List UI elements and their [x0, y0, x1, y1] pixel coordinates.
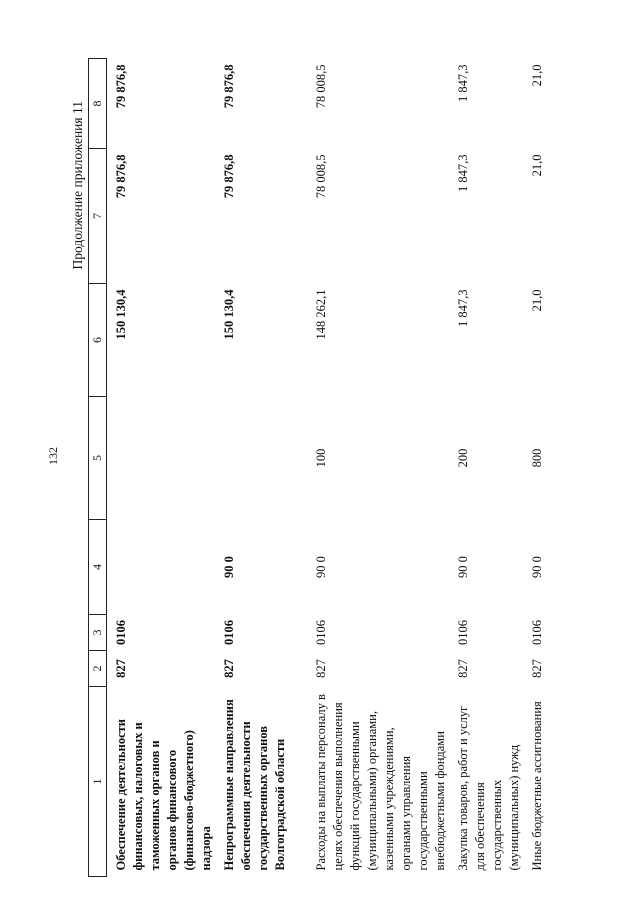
table-row: [307, 59, 449, 877]
row-name: Непрограммные направления обеспечения деятельности государственных органов Волгоградской области: [222, 699, 287, 871]
col-header-7: 7: [89, 149, 107, 284]
col-header-8: 8: [89, 59, 107, 149]
budget-table: [88, 58, 573, 877]
col-header-3: 3: [89, 615, 107, 651]
cell-amount-8: 79 876,8: [114, 64, 128, 109]
col-header-2: 2: [89, 651, 107, 687]
cell-amount-8: 79 876,8: [222, 64, 236, 109]
cell-target-code: 90 0: [314, 556, 328, 578]
cell-admin-code: 827: [314, 659, 328, 678]
cell-expense-type: 100: [314, 448, 328, 468]
cell-admin-code: 827: [222, 659, 236, 678]
cell-section-code: 0106: [530, 620, 544, 645]
cell-amount-6: 150 130,4: [114, 289, 128, 340]
cell-section-code: 0106: [456, 620, 470, 645]
cell-admin-code: 827: [530, 659, 544, 678]
cell-amount-7: 78 008,5: [314, 154, 328, 199]
cell-section-code: 0106: [222, 620, 236, 645]
cell-target-code: 90 0: [456, 556, 470, 578]
header-row: [89, 59, 107, 877]
cell-amount-8: 21,0: [530, 64, 544, 87]
cell-amount-8: 1 847,3: [456, 64, 470, 102]
cell-admin-code: 827: [114, 659, 128, 678]
table-row: [449, 59, 523, 877]
row-name: Обеспечение деятельности финансовых, налоговых и таможенных органов и органов финансового (финансово-бюджетного) надзора: [114, 719, 213, 871]
cell-amount-7: 1 847,3: [456, 154, 470, 192]
col-header-1: 1: [89, 687, 107, 877]
cell-amount-8: 78 008,5: [314, 64, 328, 109]
table-row: [215, 59, 307, 877]
cell-amount-6: 1 847,3: [456, 289, 470, 327]
continuation-title: Продолжение приложения 11: [70, 101, 85, 270]
col-header-6: 6: [89, 284, 107, 397]
row-name: Расходы на выплаты персоналу в целях обеспечения выполнения функций государственными (муниципальными) органами, казенными учреждениями, органами управления государственными внебюджетными фондами: [314, 694, 447, 871]
cell-expense-type: [107, 397, 216, 520]
cell-amount-6: 21,0: [530, 289, 544, 312]
row-name: Закупка товаров, работ и услуг для обеспечения государственных (муниципальных) нужд: [456, 705, 521, 871]
row-name: Иные бюджетные ассигнования: [530, 701, 544, 871]
cell-target-code: [107, 520, 216, 615]
cell-target-code: 90 0: [530, 556, 544, 578]
table-row: [107, 59, 216, 877]
cell-amount-7: 21,0: [530, 154, 544, 177]
col-header-5: 5: [89, 397, 107, 520]
cell-section-code: 0106: [114, 620, 128, 645]
cell-admin-code: 827: [456, 659, 470, 678]
cell-section-code: 0106: [314, 620, 328, 645]
cell-expense-type: 200: [456, 448, 470, 468]
cell-amount-6: 150 130,4: [222, 289, 236, 340]
col-header-4: 4: [89, 520, 107, 615]
cell-amount-7: 79 876,8: [114, 154, 128, 199]
cell-amount-7: 79 876,8: [222, 154, 236, 199]
cell-expense-type: 800: [530, 448, 544, 468]
cell-target-code: 90 0: [222, 556, 236, 578]
page-number: 132: [46, 447, 60, 465]
table-row: [523, 59, 573, 877]
cell-amount-6: 148 262,1: [314, 289, 328, 340]
cell-expense-type: [215, 397, 307, 520]
